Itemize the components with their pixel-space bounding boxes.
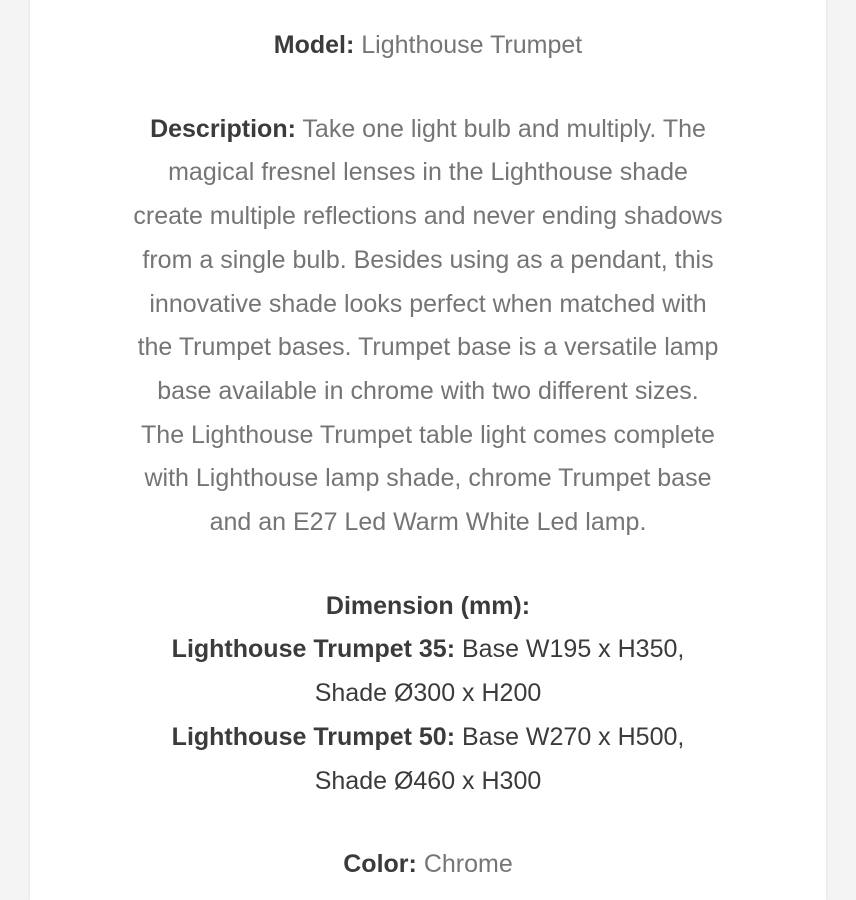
dimension-item-shade: Shade Ø460 x H300: [314, 766, 542, 795]
product-details-card: [30, 0, 826, 900]
description-line: from a single bulb. Besides using as a pendant, this: [142, 245, 714, 274]
description-text: Take one light bulb and multiply. The: [302, 114, 706, 143]
dimension-item-35: [30, 628, 826, 672]
description-label: Description:: [150, 114, 296, 143]
spacer: [30, 545, 826, 585]
description-line: create multiple reflections and never ending shadows: [133, 202, 723, 231]
model-row: [30, 24, 826, 68]
color-row: [30, 843, 826, 887]
description-line: magical fresnel lenses in the Lighthouse shade: [168, 158, 688, 187]
product-details-content: [30, 24, 826, 887]
dimension-heading: Dimension (mm):: [325, 591, 531, 620]
dimension-item-base: Base W270 x H500,: [461, 722, 685, 751]
spacer: [30, 68, 826, 108]
description-line: and an E27 Led Warm White Led lamp.: [209, 508, 647, 537]
description-block: [30, 108, 826, 545]
color-value: Chrome: [423, 850, 513, 879]
description-line: innovative shade looks perfect when matched with: [149, 289, 707, 318]
dimension-item-50: [30, 716, 826, 760]
dimension-item-shade: Shade Ø300 x H200: [314, 679, 542, 708]
description-line: The Lighthouse Trumpet table light comes complete: [141, 420, 715, 449]
dimension-block: [30, 585, 826, 804]
description-line: with Lighthouse lamp shade, chrome Trumpet base: [144, 464, 712, 493]
description-line: the Trumpet bases. Trumpet base is a versatile lamp: [137, 333, 719, 362]
dimension-item-label: Lighthouse Trumpet 35:: [171, 635, 456, 664]
color-label: Color:: [343, 850, 417, 879]
model-value: Lighthouse Trumpet: [361, 31, 583, 59]
spacer: [30, 803, 826, 843]
dimension-item-label: Lighthouse Trumpet 50:: [171, 722, 456, 751]
description-line: [30, 108, 826, 152]
dimension-item-base: Base W195 x H350,: [461, 635, 685, 664]
model-label: Model:: [273, 31, 355, 59]
description-line: base available in chrome with two different sizes.: [157, 376, 699, 405]
